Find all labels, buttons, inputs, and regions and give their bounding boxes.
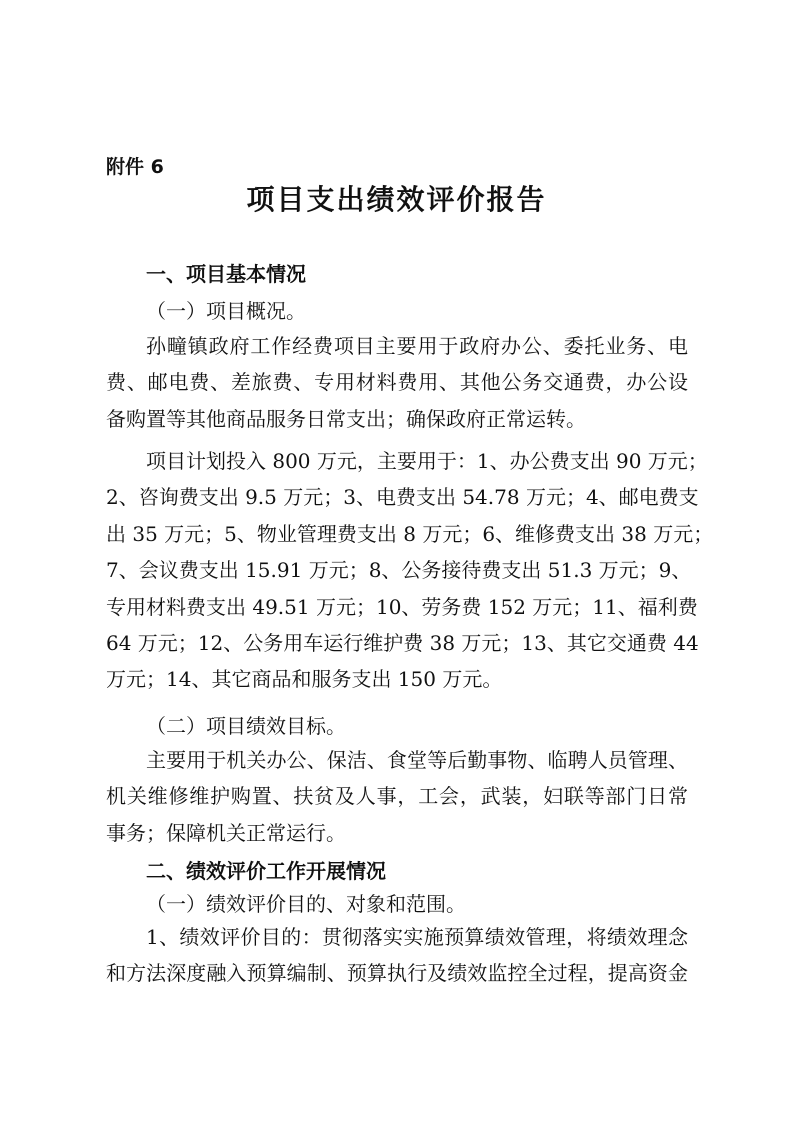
attachment-label: 附件 6: [106, 156, 164, 178]
paragraph-line: 费、邮电费、差旅费、专用材料费用、其他公务交通费，办公设: [106, 370, 688, 395]
paragraph-line: 出 35 万元；5、物业管理费支出 8 万元；6、维修费支出 38 万元；: [106, 521, 714, 546]
paragraph-budget-breakdown: [106, 443, 714, 698]
paragraph-line: 万元；14、其它商品和服务支出 150 万元。: [106, 667, 503, 692]
document-title: 项目支出绩效评价报告: [246, 183, 547, 216]
section-heading-2: 二、绩效评价工作开展情况: [146, 859, 386, 883]
paragraph-line: 专用材料费支出 49.51 万元；10、劳务费 152 万元；11、福利费: [106, 594, 698, 619]
paragraph-project-overview: [106, 328, 688, 437]
subsection-heading-1-1: （一）项目概况。: [146, 299, 306, 323]
paragraph-line: 备购置等其他商品服务日常支出；确保政府正常运转。: [106, 406, 586, 431]
paragraph-line: 7、会议费支出 15.91 万元；8、公务接待费支出 51.3 万元；9、: [106, 558, 692, 583]
paragraph-line: 事务；保障机关正常运行。: [106, 820, 346, 845]
paragraph-line: 和方法深度融入预算编制、预算执行及绩效监控全过程，提高资金: [106, 961, 688, 986]
paragraph-line: 项目计划投入 800 万元，主要用于：1、办公费支出 90 万元；: [146, 449, 708, 473]
paragraph-line: 主要用于机关办公、保洁、食堂等后勤事物、临聘人员管理、: [146, 748, 688, 772]
paragraph-evaluation-purpose: [106, 919, 688, 992]
paragraph-line: 1、绩效评价目的：贯彻落实实施预算绩效管理，将绩效理念: [146, 925, 688, 949]
paragraph-line: 64 万元；12、公务用车运行维护费 38 万元；13、其它交通费 44: [106, 631, 699, 656]
paragraph-performance-goals: [106, 742, 688, 851]
paragraph-line: 孙疃镇政府工作经费项目主要用于政府办公、委托业务、电: [146, 334, 688, 358]
paragraph-line: 2、咨询费支出 9.5 万元；3、电费支出 54.78 万元；4、邮电费支: [106, 485, 699, 510]
subsection-heading-2-1: （一）绩效评价目的、对象和范围。: [146, 892, 466, 916]
subsection-heading-1-2: （二）项目绩效目标。: [146, 714, 346, 738]
section-heading-1: 一、项目基本情况: [146, 262, 306, 286]
paragraph-line: 机关维修维护购置、扶贫及人事，工会，武装，妇联等部门日常: [106, 784, 688, 809]
